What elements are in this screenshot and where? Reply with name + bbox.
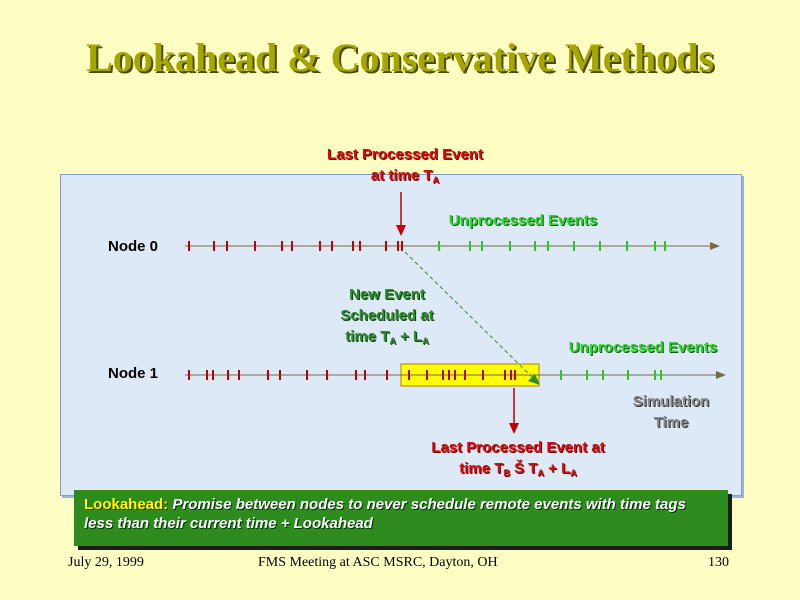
footer-meeting: FMS Meeting at ASC MSRC, Dayton, OH — [258, 555, 498, 570]
banner-keyword: Lookahead: — [84, 496, 169, 513]
new-event-label: New Event Scheduled at time $T_A + L_A$ — [340, 286, 434, 346]
last-processed-bottom-label: Last Processed Event at time $T_B$ Š $T_A + L_A$ — [431, 439, 605, 478]
node1-arrowhead — [716, 371, 726, 379]
banner-text: Promise between nodes to never schedule remote events with time tags less than their current time + Lookahead — [84, 496, 686, 532]
node1-label: Node 1 — [108, 365, 159, 382]
last-processed-top-line1: Last Processed Event — [327, 146, 483, 163]
simulation-time-label: Simulation Time — [632, 393, 710, 431]
last-processed-top-line2: at time $T_A$ — [370, 167, 440, 185]
footer-page-number: 130 — [708, 555, 729, 570]
lookahead-definition-banner — [74, 490, 728, 546]
last-processed-top-label — [305, 144, 505, 186]
last-processed-top-arrowhead — [396, 225, 406, 236]
unprocessed-events-label-node0: Unprocessed Events — [448, 212, 598, 229]
page-title: Lookahead & Conservative Methods — [86, 35, 714, 80]
node0-label: Node 0 — [108, 238, 159, 255]
unprocessed-events-label-node1: Unprocessed Events — [568, 339, 718, 356]
footer-date: July 29, 1999 — [68, 555, 144, 570]
last-processed-bottom-arrowhead — [509, 423, 519, 434]
node0-arrowhead — [710, 242, 720, 250]
